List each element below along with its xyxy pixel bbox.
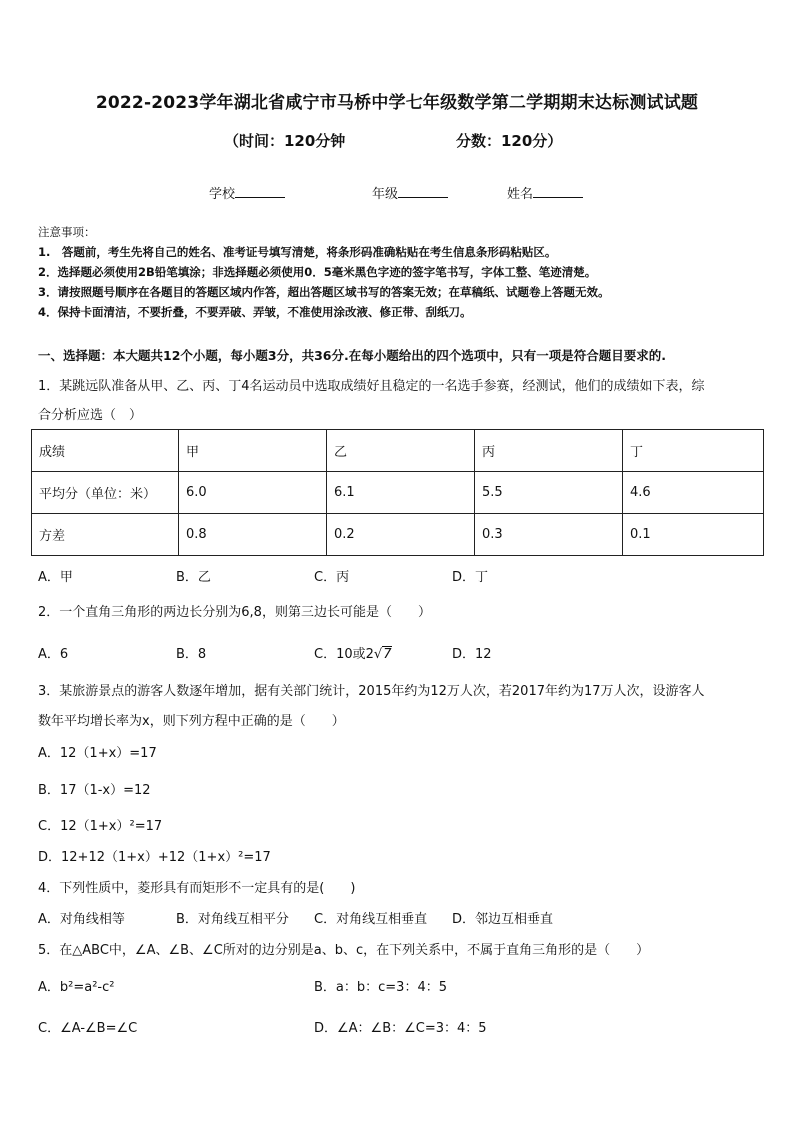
table-cell: 方差 xyxy=(32,514,179,556)
note-item: 2．选择题必须使用2B铅笔填涂；非选择题必须使用0．5毫米黑色字迹的签字笔书写，字体工整、笔迹清楚。 xyxy=(38,265,597,279)
q5-option-d: D．∠A：∠B：∠C=3：4：5 xyxy=(314,1021,487,1036)
table-cell: 乙 xyxy=(327,430,475,472)
q4-option-c: C．对角线互相垂直 xyxy=(314,912,428,927)
q1-line2: 合分析应选（ ） xyxy=(38,408,143,423)
note-item: 3．请按照题号顺序在各题目的答题区域内作答，超出答题区域书写的答案无效；在草稿纸、试题卷上答题无效。 xyxy=(38,285,610,299)
q5-stem: 5．在△ABC中，∠A、∠B、∠C所对的边分别是a、b、c，在下列关系中，不属于直角三角形的是（ ） xyxy=(38,943,650,958)
q2-option-b: B．8 xyxy=(176,647,207,662)
q2-option-c: C．10或2√7 xyxy=(314,647,392,662)
q2-option-d: D．12 xyxy=(452,647,492,662)
time-limit: （时间：120分钟 xyxy=(224,132,346,150)
table-cell: 平均分（单位：米） xyxy=(32,472,179,514)
radicand: 7 xyxy=(383,647,392,662)
table-row xyxy=(32,472,764,514)
q5-option-a: A．b²=a²-c² xyxy=(38,980,115,995)
q1-table xyxy=(31,429,764,556)
table-cell: 丁 xyxy=(623,430,764,472)
q3-option-d: D．12+12（1+x）+12（1+x）²=17 xyxy=(38,850,271,865)
grade-field[interactable]: 年级 xyxy=(372,183,448,202)
exam-title: 2022-2023学年湖北省咸宁市马桥中学七年级数学第二学期期末达标测试试题 xyxy=(95,93,699,113)
q3-option-c: C．12（1+x）²=17 xyxy=(38,819,163,834)
q1-option-b: B．乙 xyxy=(176,570,211,585)
name-field[interactable]: 姓名 xyxy=(507,183,583,202)
school-field[interactable]: 学校 xyxy=(209,183,285,202)
table-cell: 0.1 xyxy=(623,514,764,556)
table-cell: 丙 xyxy=(475,430,623,472)
q4-option-a: A．对角线相等 xyxy=(38,912,125,927)
q1-option-d: D．丁 xyxy=(452,570,489,585)
q5-option-b: B．a：b：c=3：4：5 xyxy=(314,980,447,995)
note-item: 4．保持卡面清洁，不要折叠，不要弄破、弄皱，不准使用涂改液、修正带、刮纸刀。 xyxy=(38,305,472,319)
table-cell: 6.0 xyxy=(179,472,327,514)
q3-line1: 3．某旅游景点的游客人数逐年增加，据有关部门统计，2015年约为12万人次，若2017年约为17万人次，设游客人 xyxy=(38,684,705,699)
q3-option-a: A．12（1+x）=17 xyxy=(38,746,157,761)
table-cell: 0.3 xyxy=(475,514,623,556)
table-cell: 5.5 xyxy=(475,472,623,514)
q4-option-d: D．邻边互相垂直 xyxy=(452,912,554,927)
table-cell: 6.1 xyxy=(327,472,475,514)
notes-heading: 注意事项： xyxy=(38,225,96,239)
table-row xyxy=(32,514,764,556)
table-cell: 甲 xyxy=(179,430,327,472)
q3-option-b: B．17（1-x）=12 xyxy=(38,783,151,798)
q2-option-a: A．6 xyxy=(38,647,69,662)
notes-block xyxy=(38,222,768,322)
table-cell: 4.6 xyxy=(623,472,764,514)
table-cell: 0.2 xyxy=(327,514,475,556)
table-cell: 成绩 xyxy=(32,430,179,472)
q5-option-c: C．∠A-∠B=∠C xyxy=(38,1021,138,1036)
q4-option-b: B．对角线互相平分 xyxy=(176,912,289,927)
q4-stem: 4．下列性质中，菱形具有而矩形不一定具有的是( ) xyxy=(38,881,356,896)
table-row xyxy=(32,430,764,472)
table-cell: 0.8 xyxy=(179,514,327,556)
sqrt-icon: √7 xyxy=(373,647,392,662)
note-item: 1. 答题前，考生先将自己的姓名、准考证号填写清楚，将条形码准确粘贴在考生信息条形码粘贴区。 xyxy=(38,245,557,259)
q1-line1: 1．某跳远队准备从甲、乙、丙、丁4名运动员中选取成绩好且稳定的一名选手参赛，经测试，他们的成绩如下表，综 xyxy=(38,379,705,394)
q1-option-a: A．甲 xyxy=(38,570,73,585)
section-heading: 一、选择题：本大题共12个小题，每小题3分，共36分.在每小题给出的四个选项中，只有一项是符合题目要求的. xyxy=(38,348,666,363)
q3-line2: 数年平均增长率为x，则下列方程中正确的是（ ） xyxy=(38,714,345,729)
q1-option-c: C．丙 xyxy=(314,570,350,585)
q2-stem: 2．一个直角三角形的两边长分别为6,8，则第三边长可能是（ ） xyxy=(38,605,431,620)
total-score: 分数：120分） xyxy=(456,132,563,150)
